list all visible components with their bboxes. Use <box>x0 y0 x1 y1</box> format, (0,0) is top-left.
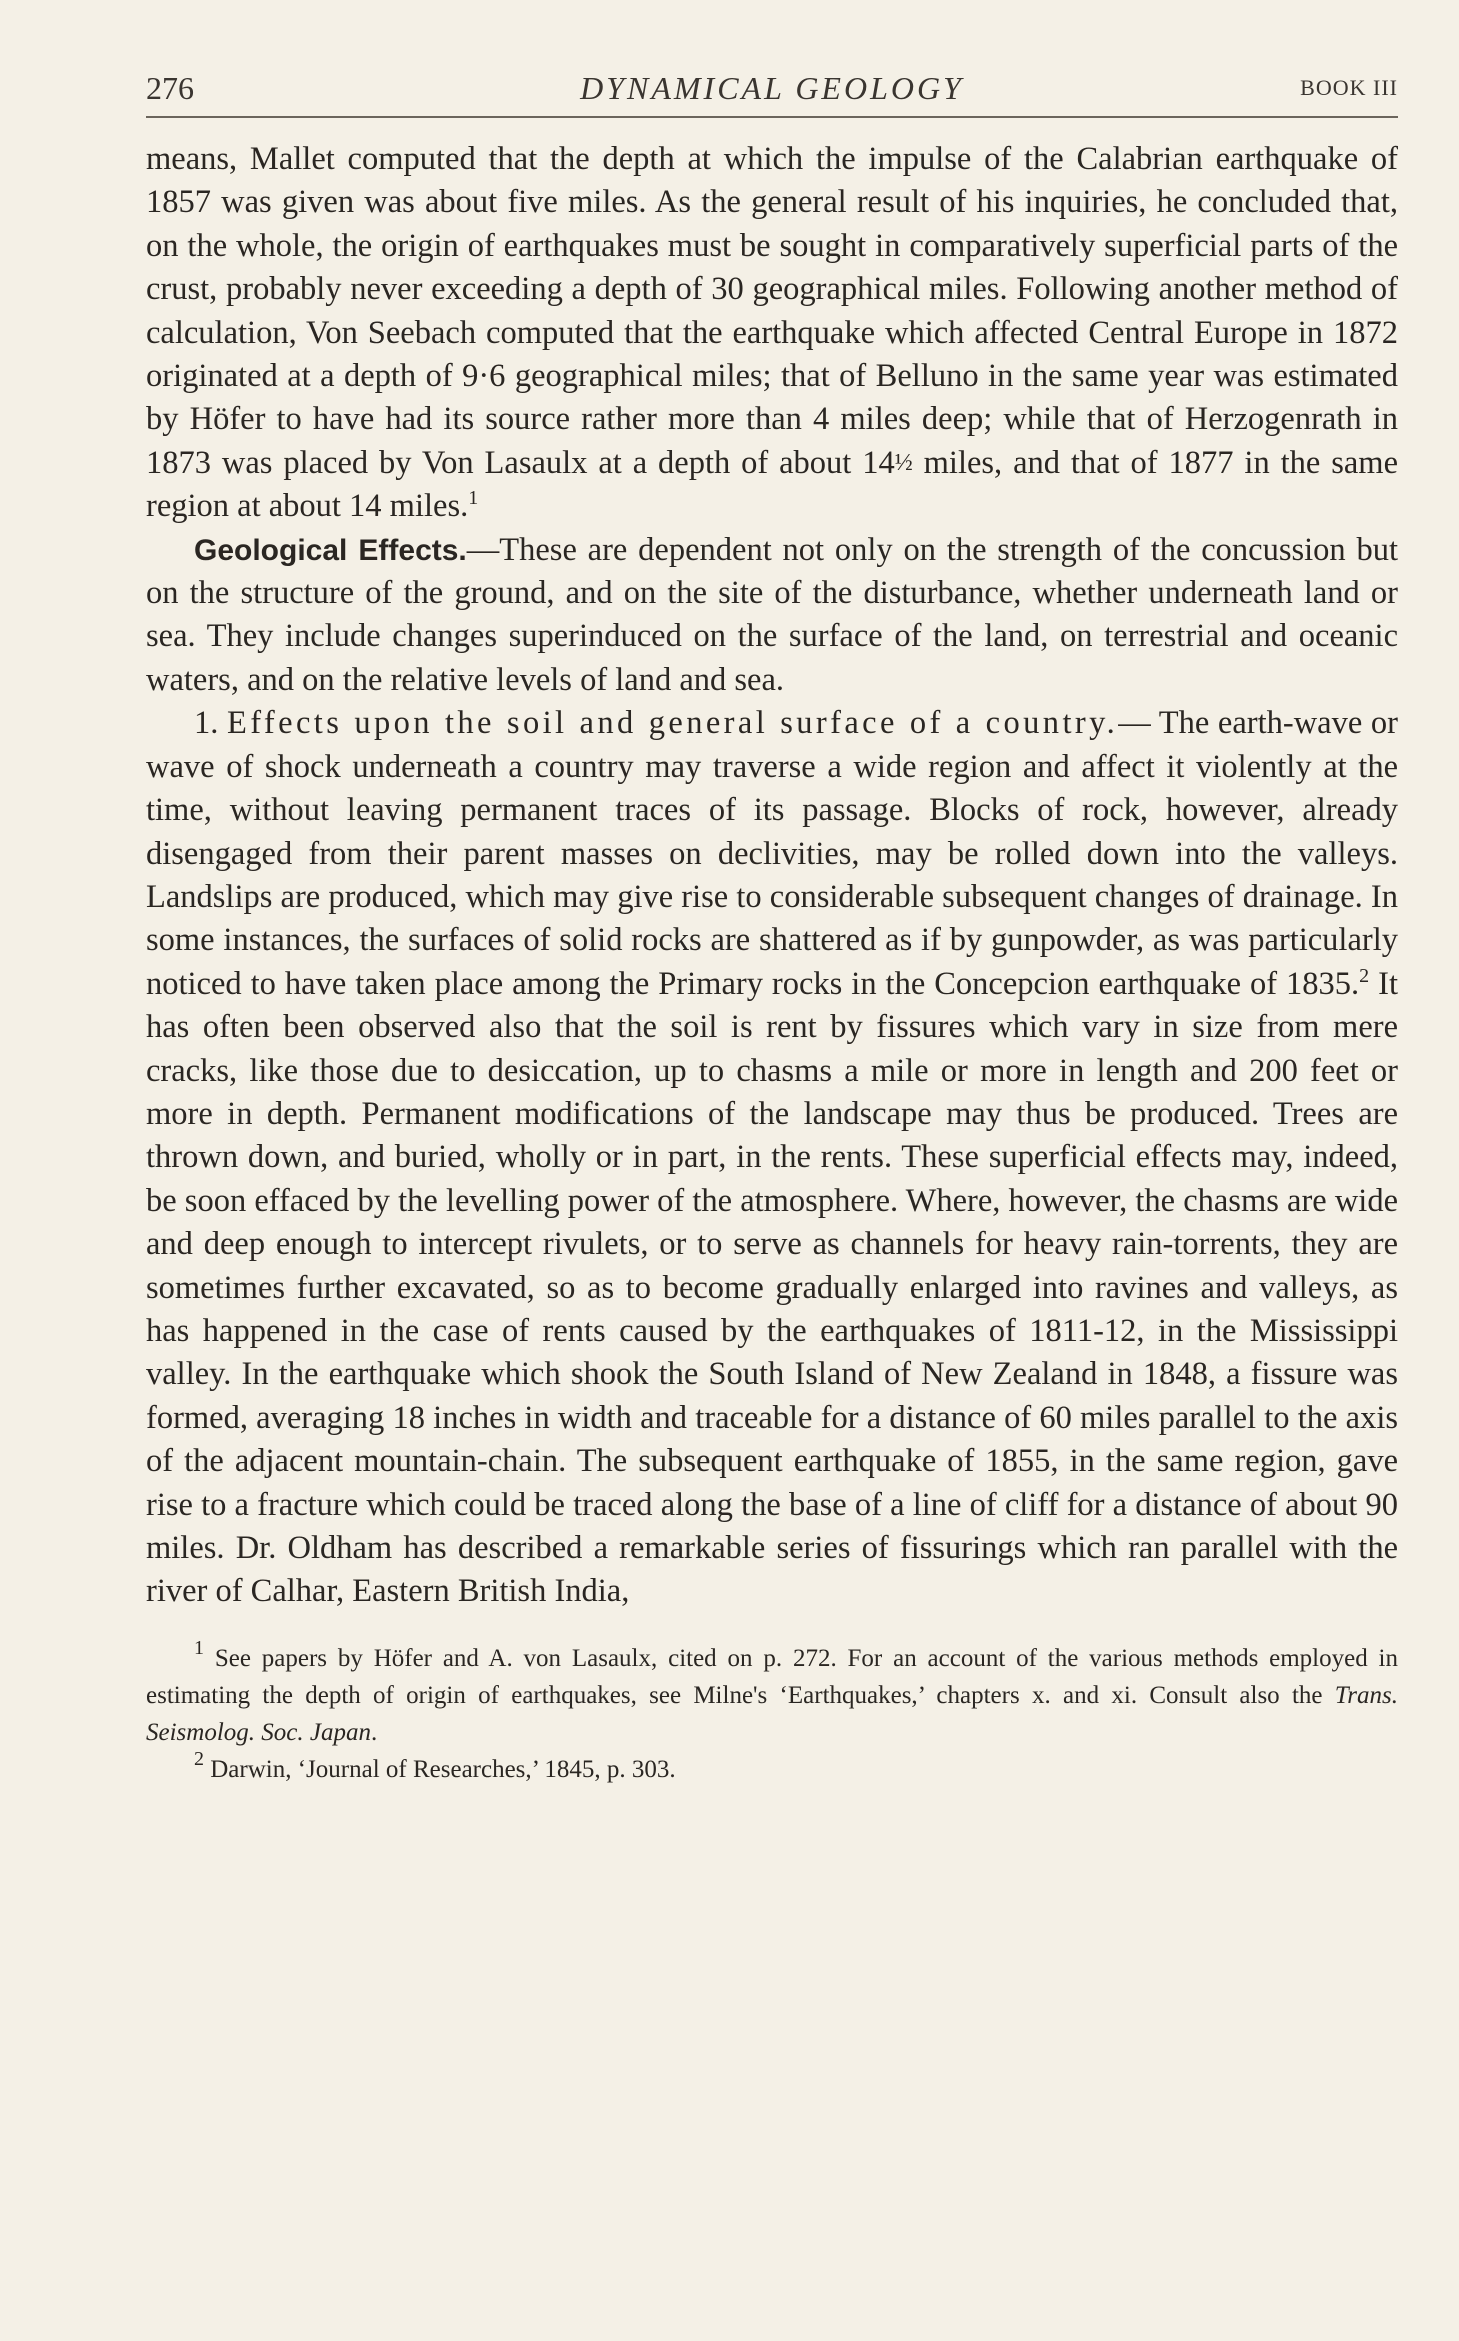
footnote-ref-1: 1 <box>468 487 479 510</box>
body-text <box>146 138 1398 1614</box>
footnote-marker: 1 <box>194 1636 204 1659</box>
footnotes <box>146 1636 1398 1788</box>
running-title: DYNAMICAL GEOLOGY <box>580 70 964 106</box>
footnote-text: . <box>370 1718 378 1746</box>
running-head <box>146 62 1398 114</box>
footnote-text: See papers by Höfer and A. von Lasaulx, cited on p. 272. For an account of the various methods employed in estimating the depth of origin of earthquakes, see Milne's ‘Earthquakes,’ chapters x. and xi. Consult also the <box>146 1644 1398 1709</box>
header-rule <box>146 116 1398 118</box>
paragraph-text: — The earth-wave or wave of shock underneath a country may traverse a wide region and affect it violently at the time, without leaving permanent traces of its passage. Blocks of rock, however, already disengaged from their parent masses on declivities, may be rolled down into the valleys. Landslips are produced, which may give rise to considerable subsequent changes of drainage. In some instances, the surfaces of solid rocks are shattered as if by gunpowder, as was particularly noticed to have taken place among the Primary rocks in the Concepcion earthquake of 1835. <box>146 705 1399 1002</box>
fraction-one-half: ½ <box>894 449 913 476</box>
paragraph-geological-effects <box>146 529 1398 703</box>
section-caption: Geological Effects. <box>194 533 467 567</box>
paragraph-text: —These are dependent not only on the strength of the concussion but on the structure of the ground, and on the site of the disturbance, whether underneath land or sea. They include changes superinduced on the surface of the land, on terrestrial and oceanic waters, and on the relative levels of land and sea. <box>146 531 1398 698</box>
paragraph-text: It has often been observed also that the soil is rent by fissures which vary in size from mere cracks, like those due to desiccation, up to chasms a mile or more in length and 200 feet or more in depth. Permanent modifications of the landscape may thus be produced. Trees are thrown down, and buried, wholly or in part, in the rents. These superficial effects may, indeed, be soon effaced by the levelling power of the atmosphere. Where, however, the chasms are wide and deep enough to intercept rivulets, or to serve as channels for heavy rain-torrents, they are sometimes further excavated, so as to become gradually enlarged into ravines and valleys, as has happened in the case of rents caused by the earthquakes of 1811-12, in the Mississippi valley. In the earthquake which shook the South Island of New Zealand in 1848, a fissure was formed, averaging 18 inches in width and traceable for a distance of 60 miles parallel to the axis of the adjacent mountain-chain. The subsequent earthquake of 1855, in the same region, gave rise to a fracture which could be traced along the base of a line of cliff for a distance of about 90 miles. Dr. Oldham has described a remarkable series of fissurings which ran parallel with the river of Calhar, Eastern British India, <box>146 965 1399 1610</box>
footnote-text: Darwin, ‘Journal of Researches,’ 1845, p. 303. <box>204 1755 676 1783</box>
footnote-italic: Trans. Seismolog. Soc. Japan <box>146 1681 1398 1746</box>
page-number: 276 <box>146 70 194 106</box>
item-heading: Effects upon the soil and general surface of a country. <box>227 705 1119 742</box>
item-number: 1. <box>194 705 219 742</box>
footnote-1 <box>146 1636 1398 1751</box>
paragraph-text: means, Mallet computed that the depth at which the impulse of the Calabrian earthquake of 1857 was given was about five miles. As the general result of his inquiries, he concluded that, on the whole, the origin of earthquakes must be sought in comparatively superficial parts of the crust, probably never exceeding a depth of 30 geographical miles. Following another method of calculation, Von Seebach computed that the earthquake which affected Central Europe in 1872 originated at a depth of 9·6 geographical miles; that of Belluno in the same year was estimated by Höfer to have had its source rather more than 4 miles deep; while that of Herzogenrath in 1873 was placed by Von Lasaulx at a depth of about 14 <box>146 141 1398 481</box>
footnote-ref-2: 2 <box>1359 964 1370 987</box>
paragraph-effects-soil <box>146 702 1398 1614</box>
paragraph-depth-of-origin <box>146 138 1398 529</box>
book-page <box>146 62 1398 2282</box>
footnote-2 <box>146 1747 1398 1788</box>
footnote-marker: 2 <box>194 1747 204 1770</box>
book-label: BOOK III <box>1300 75 1398 100</box>
paragraph-text: miles, and that of 1877 in the same region at about 14 miles. <box>146 444 1398 525</box>
